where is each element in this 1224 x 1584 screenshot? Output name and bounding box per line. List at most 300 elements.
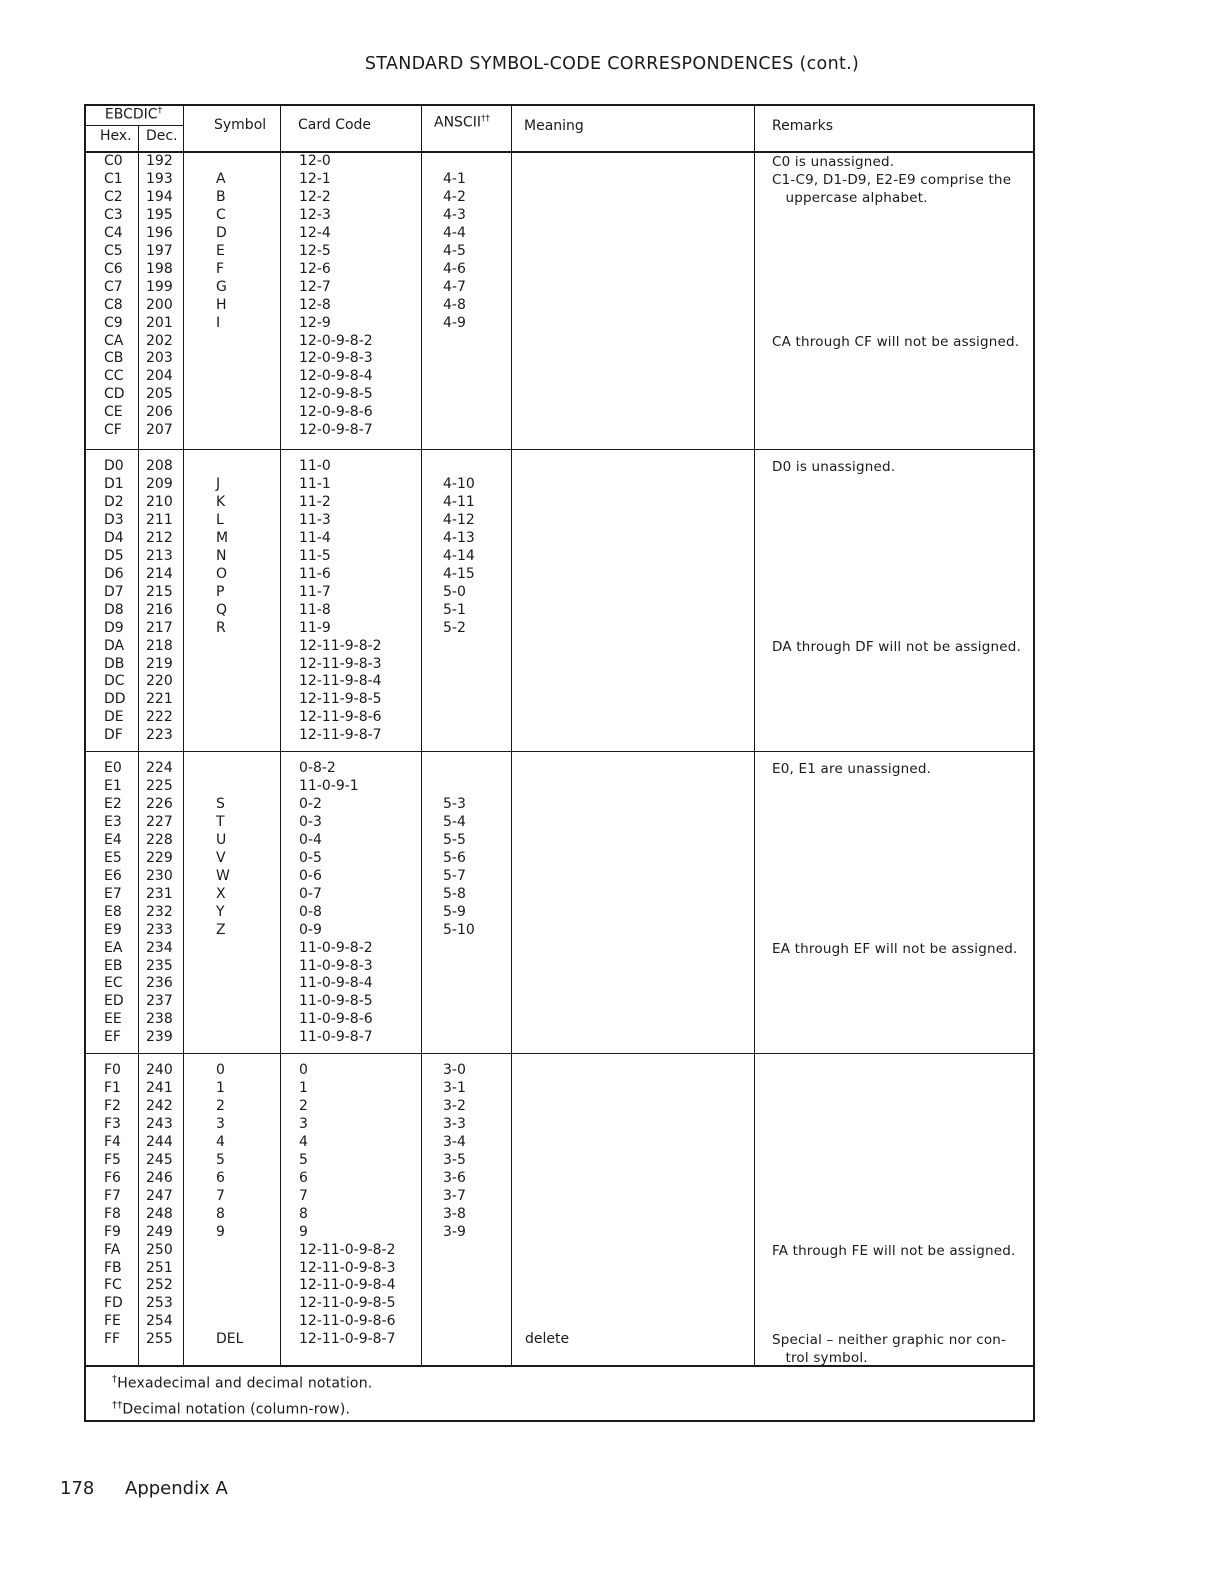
anscii-cell: 5-10 — [443, 921, 475, 938]
anscii-cell: 4-5 — [443, 242, 466, 259]
card-code-cell: 12-2 — [299, 188, 331, 205]
card-code-cell: 0-8 — [299, 903, 322, 920]
dec-cell: 245 — [146, 1151, 173, 1168]
hex-cell: E0 — [104, 760, 122, 776]
dec-cell: 250 — [146, 1241, 173, 1258]
card-code-cell: 9 — [299, 1223, 308, 1240]
dec-cell: 195 — [146, 206, 173, 223]
header-card-code: Card Code — [298, 117, 372, 133]
hex-cell: DE — [104, 709, 124, 726]
card-code-cell: 11-0-9-8-6 — [299, 1011, 373, 1028]
dec-cell: 242 — [146, 1097, 173, 1114]
dec-cell: 229 — [146, 849, 173, 866]
header-symbol: Symbol — [214, 117, 267, 133]
card-code-cell: 11-0 — [299, 458, 331, 474]
card-code-cell: 0 — [299, 1062, 308, 1078]
card-code-cell: 12-3 — [299, 206, 331, 223]
symbol-cell: P — [216, 583, 225, 600]
card-code-cell: 11-9 — [299, 619, 331, 636]
card-code-cell: 12-9 — [299, 314, 331, 331]
dec-cell: 249 — [146, 1223, 173, 1240]
dec-cell: 222 — [146, 709, 173, 726]
anscii-cell: 3-9 — [443, 1223, 466, 1240]
anscii-cell: 4-2 — [443, 188, 466, 205]
anscii-cell: 5-5 — [443, 831, 466, 848]
hex-cell: F4 — [104, 1133, 121, 1150]
dec-cell: 205 — [146, 386, 173, 403]
anscii-cell: 5-0 — [443, 583, 466, 600]
anscii-cell: 5-6 — [443, 849, 466, 866]
rule-symbol-card — [280, 104, 281, 1366]
card-code-cell: 11-0-9-8-7 — [299, 1029, 373, 1046]
symbol-cell: 2 — [216, 1097, 225, 1114]
hex-cell: D5 — [104, 547, 124, 564]
anscii-cell: 4-10 — [443, 475, 475, 492]
dec-cell: 238 — [146, 1011, 173, 1028]
dec-cell: 248 — [146, 1205, 173, 1222]
anscii-cell: 3-8 — [443, 1205, 466, 1222]
symbol-cell: A — [216, 170, 226, 187]
card-code-cell: 0-5 — [299, 849, 322, 866]
symbol-cell: 6 — [216, 1169, 225, 1186]
symbol-cell: 8 — [216, 1205, 225, 1222]
card-code-cell: 12-0-9-8-4 — [299, 368, 373, 385]
symbol-cell: H — [216, 296, 227, 313]
card-code-cell: 11-0-9-8-2 — [299, 939, 373, 956]
card-code-cell: 11-7 — [299, 583, 331, 600]
card-code-cell: 12-11-9-8-4 — [299, 673, 382, 690]
page-title: STANDARD SYMBOL-CODE CORRESPONDENCES (cont.) — [364, 54, 860, 74]
card-code-cell: 12-6 — [299, 260, 331, 277]
anscii-cell: 3-4 — [443, 1133, 466, 1150]
card-code-cell: 12-11-0-9-8-2 — [299, 1241, 396, 1258]
dec-cell: 236 — [146, 975, 173, 992]
anscii-cell: 4-12 — [443, 511, 475, 528]
card-code-cell: 12-11-0-9-8-6 — [299, 1313, 396, 1330]
hex-cell: E5 — [104, 849, 122, 866]
hex-cell: D3 — [104, 511, 124, 528]
card-code-cell: 12-11-9-8-7 — [299, 727, 382, 744]
hex-cell: CA — [104, 332, 124, 349]
meaning-cell: delete — [525, 1331, 570, 1348]
hex-cell: E9 — [104, 921, 122, 938]
card-code-cell: 12-0 — [299, 153, 331, 169]
rule-hex-dec — [138, 126, 139, 1366]
remark-text: CA through CF will not be assigned. — [772, 333, 1020, 350]
section-label: Appendix A — [125, 1478, 228, 1499]
anscii-cell: 4-4 — [443, 224, 466, 241]
header-hex: Hex. — [100, 128, 132, 144]
hex-cell: C2 — [104, 188, 123, 205]
dec-cell: 241 — [146, 1080, 173, 1096]
dec-cell: 244 — [146, 1133, 173, 1150]
dec-cell: 243 — [146, 1115, 173, 1132]
dec-cell: 206 — [146, 404, 173, 421]
card-code-cell: 0-4 — [299, 831, 322, 848]
anscii-cell: 4-15 — [443, 565, 475, 582]
anscii-cell: 3-6 — [443, 1169, 466, 1186]
dec-cell: 199 — [146, 278, 173, 295]
card-code-cell: 12-11-0-9-8-5 — [299, 1295, 396, 1312]
card-code-cell: 12-11-9-8-3 — [299, 655, 382, 672]
symbol-cell: X — [216, 885, 226, 902]
dec-cell: 233 — [146, 921, 173, 938]
symbol-cell: N — [216, 547, 227, 564]
card-code-cell: 4 — [299, 1133, 308, 1150]
rule-card-anscii — [421, 104, 422, 1366]
hex-cell: FF — [104, 1331, 121, 1348]
hex-cell: DB — [104, 655, 125, 672]
symbol-cell: G — [216, 278, 227, 295]
dec-cell: 204 — [146, 368, 173, 385]
hex-cell: CD — [104, 386, 125, 403]
dec-cell: 207 — [146, 422, 173, 439]
symbol-cell: 7 — [216, 1187, 225, 1204]
symbol-cell: T — [216, 813, 225, 830]
hex-cell: C6 — [104, 260, 123, 277]
hex-cell: C9 — [104, 314, 123, 331]
symbol-cell: U — [216, 831, 227, 848]
remark-text: FA through FE will not be assigned. — [772, 1242, 1016, 1259]
symbol-cell: 5 — [216, 1151, 225, 1168]
card-code-cell: 11-8 — [299, 601, 331, 618]
dec-cell: 215 — [146, 583, 173, 600]
dec-cell: 227 — [146, 813, 173, 830]
symbol-cell: R — [216, 619, 226, 636]
hex-cell: ED — [104, 993, 124, 1010]
dec-cell: 252 — [146, 1277, 173, 1294]
hex-cell: D4 — [104, 529, 124, 546]
hex-cell: E3 — [104, 813, 122, 830]
symbol-cell: 1 — [216, 1080, 225, 1096]
symbol-cell: C — [216, 206, 226, 223]
dec-cell: 208 — [146, 458, 173, 474]
symbol-cell: J — [216, 475, 221, 492]
hex-cell: EC — [104, 975, 123, 992]
dec-cell: 209 — [146, 475, 173, 492]
anscii-cell: 5-7 — [443, 867, 466, 884]
card-code-cell: 11-0-9-8-3 — [299, 957, 373, 974]
dec-cell: 212 — [146, 529, 173, 546]
card-code-cell: 0-6 — [299, 867, 322, 884]
hex-cell: EF — [104, 1029, 121, 1046]
card-code-cell: 11-1 — [299, 475, 331, 492]
card-code-cell: 11-0-9-8-5 — [299, 993, 373, 1010]
dec-cell: 194 — [146, 188, 173, 205]
anscii-cell: 4-6 — [443, 260, 466, 277]
dec-cell: 234 — [146, 939, 173, 956]
dec-cell: 219 — [146, 655, 173, 672]
dec-cell: 247 — [146, 1187, 173, 1204]
dec-cell: 237 — [146, 993, 173, 1010]
hex-cell: C3 — [104, 206, 123, 223]
footnote-2: ††Decimal notation (column-row). — [112, 1400, 351, 1418]
anscii-cell: 3-5 — [443, 1151, 466, 1168]
card-code-cell: 2 — [299, 1097, 308, 1114]
page-number: 178 — [60, 1478, 95, 1499]
dec-cell: 226 — [146, 795, 173, 812]
anscii-cell: 5-4 — [443, 813, 466, 830]
hex-cell: E8 — [104, 903, 122, 920]
symbol-cell: K — [216, 493, 226, 510]
card-code-cell: 0-2 — [299, 795, 322, 812]
hex-cell: C0 — [104, 153, 123, 169]
symbol-cell: D — [216, 224, 227, 241]
remark-text: Special – neither graphic nor con- — [772, 1332, 1007, 1349]
card-code-cell: 12-5 — [299, 242, 331, 259]
hex-cell: F9 — [104, 1223, 121, 1240]
rule-block-3 — [84, 1053, 1035, 1054]
symbol-cell: E — [216, 242, 225, 259]
card-code-cell: 12-11-0-9-8-3 — [299, 1259, 396, 1276]
anscii-cell: 4-9 — [443, 314, 466, 331]
hex-cell: D0 — [104, 458, 124, 474]
symbol-cell: Y — [216, 903, 225, 920]
hex-cell: FD — [104, 1295, 123, 1312]
hex-cell: EA — [104, 939, 123, 956]
hex-cell: F2 — [104, 1097, 121, 1114]
dec-cell: 254 — [146, 1313, 173, 1330]
card-code-cell: 12-0-9-8-3 — [299, 350, 373, 367]
symbol-cell: I — [216, 314, 221, 331]
card-code-cell: 12-7 — [299, 278, 331, 295]
dec-cell: 218 — [146, 637, 173, 654]
hex-cell: D2 — [104, 493, 124, 510]
dec-cell: 235 — [146, 957, 173, 974]
hex-cell: C7 — [104, 278, 123, 295]
dec-cell: 193 — [146, 170, 173, 187]
dec-cell: 200 — [146, 296, 173, 313]
dec-cell: 216 — [146, 601, 173, 618]
symbol-cell: V — [216, 849, 226, 866]
anscii-cell: 3-7 — [443, 1187, 466, 1204]
header-anscii: ANSCII†† — [434, 114, 490, 131]
hex-cell: F6 — [104, 1169, 121, 1186]
dec-cell: 239 — [146, 1029, 173, 1046]
card-code-cell: 1 — [299, 1080, 308, 1096]
card-code-cell: 0-3 — [299, 813, 322, 830]
dec-cell: 197 — [146, 242, 173, 259]
card-code-cell: 11-0-9-1 — [299, 778, 359, 794]
symbol-cell: 4 — [216, 1133, 225, 1150]
hex-cell: F8 — [104, 1205, 121, 1222]
symbol-cell: Z — [216, 921, 226, 938]
symbol-cell: 9 — [216, 1223, 225, 1240]
card-code-cell: 12-8 — [299, 296, 331, 313]
card-code-cell: 11-3 — [299, 511, 331, 528]
card-code-cell: 12-4 — [299, 224, 331, 241]
anscii-cell: 4-13 — [443, 529, 475, 546]
hex-cell: EB — [104, 957, 123, 974]
rule-dec-symbol — [183, 104, 184, 1366]
anscii-cell: 3-2 — [443, 1097, 466, 1114]
card-code-cell: 12-11-9-8-6 — [299, 709, 382, 726]
symbol-cell: Q — [216, 601, 228, 618]
rule-block-2 — [84, 751, 1035, 752]
symbol-cell: 3 — [216, 1115, 225, 1132]
card-code-cell: 12-11-0-9-8-4 — [299, 1277, 396, 1294]
dec-cell: 217 — [146, 619, 173, 636]
anscii-cell: 3-3 — [443, 1115, 466, 1132]
anscii-cell: 3-1 — [443, 1080, 466, 1096]
card-code-cell: 12-11-9-8-2 — [299, 637, 382, 654]
card-code-cell: 12-11-0-9-8-7 — [299, 1331, 396, 1348]
symbol-cell: S — [216, 795, 225, 812]
dec-cell: 224 — [146, 760, 173, 776]
dec-cell: 232 — [146, 903, 173, 920]
hex-cell: F7 — [104, 1187, 121, 1204]
card-code-cell: 12-0-9-8-6 — [299, 404, 373, 421]
hex-cell: D8 — [104, 601, 124, 618]
card-code-cell: 0-7 — [299, 885, 322, 902]
hex-cell: DD — [104, 691, 126, 708]
anscii-cell: 5-1 — [443, 601, 466, 618]
remark-text: C1-C9, D1-D9, E2-E9 comprise the — [772, 171, 1012, 188]
anscii-cell: 4-11 — [443, 493, 475, 510]
dec-cell: 198 — [146, 260, 173, 277]
remark-text: C0 is unassigned. — [772, 154, 895, 170]
hex-cell: DA — [104, 637, 125, 654]
card-code-cell: 11-6 — [299, 565, 331, 582]
hex-cell: CC — [104, 368, 124, 385]
anscii-cell: 4-8 — [443, 296, 466, 313]
card-code-cell: 5 — [299, 1151, 308, 1168]
card-code-cell: 12-1 — [299, 170, 331, 187]
symbol-cell: B — [216, 188, 226, 205]
hex-cell: F1 — [104, 1080, 121, 1096]
hex-cell: F3 — [104, 1115, 121, 1132]
hex-cell: FE — [104, 1313, 121, 1330]
card-code-cell: 12-11-9-8-5 — [299, 691, 382, 708]
dec-cell: 240 — [146, 1062, 173, 1078]
card-code-cell: 12-0-9-8-5 — [299, 386, 373, 403]
hex-cell: C8 — [104, 296, 123, 313]
symbol-cell: L — [216, 511, 224, 528]
card-code-cell: 8 — [299, 1205, 308, 1222]
card-code-cell: 11-0-9-8-4 — [299, 975, 373, 992]
hex-cell: CF — [104, 422, 122, 439]
dec-cell: 201 — [146, 314, 173, 331]
dec-cell: 192 — [146, 153, 173, 169]
dec-cell: 231 — [146, 885, 173, 902]
rule-meaning-remarks — [754, 104, 755, 1366]
anscii-cell: 5-8 — [443, 885, 466, 902]
hex-cell: DC — [104, 673, 125, 690]
hex-cell: FB — [104, 1259, 122, 1276]
dec-cell: 221 — [146, 691, 173, 708]
dec-cell: 255 — [146, 1331, 173, 1348]
dec-cell: 202 — [146, 332, 173, 349]
rule-ebcdic-sub — [84, 125, 183, 126]
dec-cell: 246 — [146, 1169, 173, 1186]
hex-cell: EE — [104, 1011, 122, 1028]
hex-cell: E1 — [104, 778, 122, 794]
dec-cell: 214 — [146, 565, 173, 582]
card-code-cell: 11-4 — [299, 529, 331, 546]
hex-cell: C1 — [104, 170, 123, 187]
dec-cell: 220 — [146, 673, 173, 690]
anscii-cell: 3-0 — [443, 1062, 466, 1078]
anscii-cell: 5-3 — [443, 795, 466, 812]
anscii-cell: 4-14 — [443, 547, 475, 564]
anscii-cell: 4-3 — [443, 206, 466, 223]
symbol-cell: O — [216, 565, 228, 582]
hex-cell: C4 — [104, 224, 123, 241]
anscii-cell: 4-1 — [443, 170, 466, 187]
hex-cell: E4 — [104, 831, 122, 848]
symbol-cell: M — [216, 529, 229, 546]
dec-cell: 223 — [146, 727, 173, 744]
dec-cell: 251 — [146, 1259, 173, 1276]
hex-cell: CB — [104, 350, 124, 367]
header-dec: Dec. — [146, 128, 178, 144]
hex-cell: CE — [104, 404, 123, 421]
dec-cell: 210 — [146, 493, 173, 510]
hex-cell: D1 — [104, 475, 124, 492]
hex-cell: E7 — [104, 885, 122, 902]
symbol-cell: W — [216, 867, 230, 884]
rule-block-1 — [84, 449, 1035, 450]
anscii-cell: 5-9 — [443, 903, 466, 920]
dec-cell: 211 — [146, 511, 173, 528]
dec-cell: 253 — [146, 1295, 173, 1312]
anscii-cell: 4-7 — [443, 278, 466, 295]
card-code-cell: 12-0-9-8-7 — [299, 422, 373, 439]
dec-cell: 225 — [146, 778, 173, 794]
hex-cell: DF — [104, 727, 123, 744]
card-code-cell: 12-0-9-8-2 — [299, 332, 373, 349]
anscii-cell: 5-2 — [443, 619, 466, 636]
hex-cell: D6 — [104, 565, 124, 582]
remark-text: D0 is unassigned. — [772, 459, 896, 475]
remark-text: uppercase alphabet. — [772, 189, 928, 206]
rule-anscii-meaning — [511, 104, 512, 1366]
hex-cell: E2 — [104, 795, 122, 812]
dec-cell: 230 — [146, 867, 173, 884]
header-meaning: Meaning — [524, 118, 584, 134]
hex-cell: F5 — [104, 1151, 121, 1168]
hex-cell: E6 — [104, 867, 122, 884]
dec-cell: 213 — [146, 547, 173, 564]
card-code-cell: 6 — [299, 1169, 308, 1186]
symbol-cell: DEL — [216, 1331, 244, 1348]
hex-cell: FC — [104, 1277, 122, 1294]
dec-cell: 228 — [146, 831, 173, 848]
header-ebcdic: EBCDIC† — [104, 106, 163, 123]
remark-text: DA through DF will not be assigned. — [772, 638, 1022, 655]
dec-cell: 203 — [146, 350, 173, 367]
header-remarks: Remarks — [772, 118, 834, 134]
remark-text: E0, E1 are unassigned. — [772, 761, 932, 777]
footnote-1: †Hexadecimal and decimal notation. — [112, 1374, 373, 1392]
rule-table-bottom — [84, 1365, 1035, 1367]
remark-text: EA through EF will not be assigned. — [772, 940, 1018, 957]
card-code-cell: 7 — [299, 1187, 308, 1204]
card-code-cell: 11-2 — [299, 493, 331, 510]
hex-cell: FA — [104, 1241, 121, 1258]
card-code-cell: 11-5 — [299, 547, 331, 564]
hex-cell: F0 — [104, 1062, 121, 1078]
remark-text: trol symbol. — [772, 1350, 868, 1367]
card-code-cell: 3 — [299, 1115, 308, 1132]
hex-cell: C5 — [104, 242, 123, 259]
dec-cell: 196 — [146, 224, 173, 241]
card-code-cell: 0-8-2 — [299, 760, 336, 776]
symbol-cell: 0 — [216, 1062, 225, 1078]
symbol-cell: F — [216, 260, 225, 277]
card-code-cell: 0-9 — [299, 921, 322, 938]
hex-cell: D7 — [104, 583, 124, 600]
